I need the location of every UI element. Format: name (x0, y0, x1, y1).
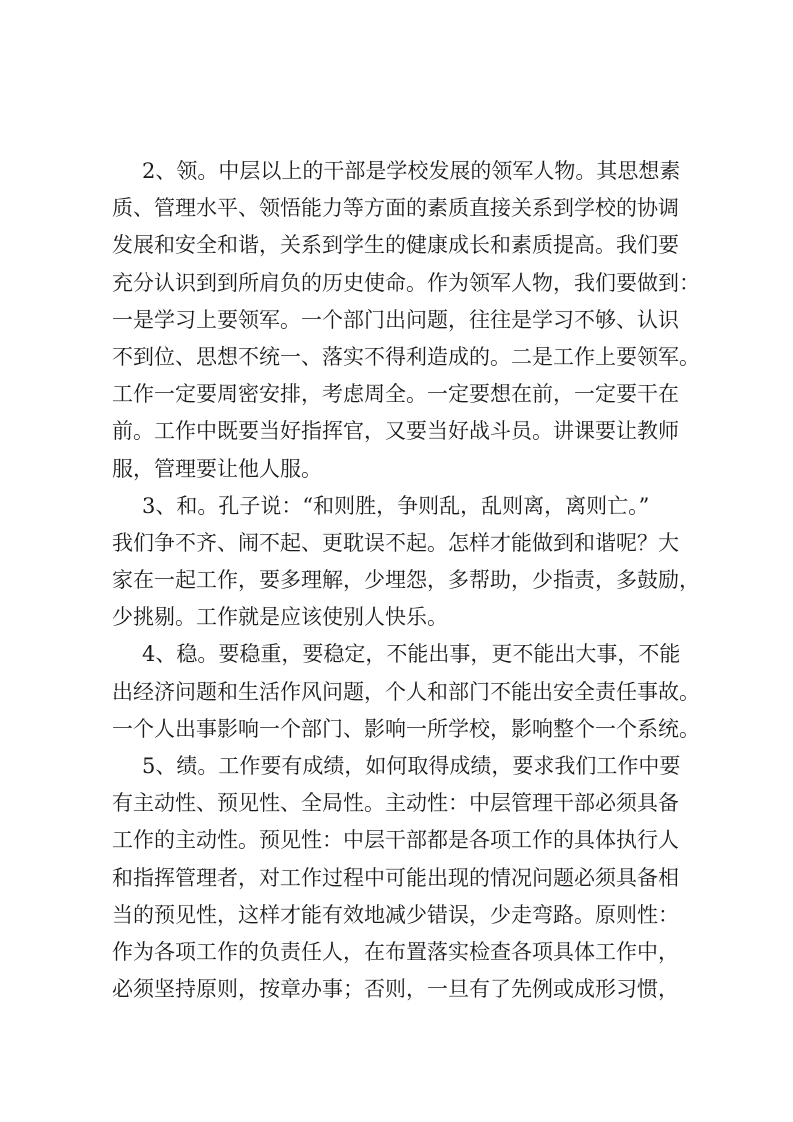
text-line: 4、稳。要稳重，要稳定，不能出事，更不能出大事，不能 (142, 642, 681, 667)
paragraph (112, 636, 700, 748)
text-line: 我们争不齐、闹不起、更耽误不起。怎样才能做到和谐呢？大 (112, 530, 679, 555)
text-line: 一是学习上要领军。一个部门出问题，往往是学习不够、认识 (112, 307, 679, 332)
text-line: 2、领。中层以上的干部是学校发展的领军人物。其思想素 (142, 159, 681, 183)
text-line: 家在一起工作，要多理解，少埋怨，多帮助，少指责，多鼓励， (112, 568, 700, 593)
text-line: 当的预见性，这样才能有效地减少错误，少走弯路。原则性： (112, 902, 679, 927)
text-line: 不到位、思想不统一、落实不得利造成的。二是工作上要领军。 (112, 344, 700, 369)
text-line: 充分认识到到所肩负的历史使命。作为领军人物，我们要做到： (112, 270, 700, 295)
paragraph (112, 488, 700, 637)
text-line: 工作的主动性。预见性：中层干部都是各项工作的具体执行人 (112, 828, 679, 853)
paragraph (112, 748, 692, 1008)
text-line: 3、和。孔子说：“和则胜，争则乱，乱则离，离则亡。” (142, 493, 650, 518)
text-line: 前。工作中既要当好指挥官，又要当好战斗员。讲课要让教师 (112, 419, 679, 444)
text-line: 一个人出事影响一个部门、影响一所学校，影响整个一个系统。 (112, 716, 700, 741)
text-line: 5、绩。工作要有成绩，如何取得成绩，要求我们工作中要 (142, 754, 681, 778)
text-line: 有主动性、预见性、全局性。主动性：中层管理干部必须具备 (112, 791, 679, 816)
document-page (112, 153, 700, 1008)
text-line: 作为各项工作的负责任人，在布置落实检查各项具体工作中， (112, 939, 679, 964)
text-line: 出经济问题和生活作风问题，个人和部门不能出安全责任事故。 (112, 679, 700, 704)
text-line: 和指挥管理者，对工作过程中可能出现的情况问题必须具备相 (112, 865, 679, 890)
text-line: 质、管理水平、领悟能力等方面的素质直接关系到学校的协调 (112, 196, 679, 221)
text-line: 工作一定要周密安排，考虑周全。一定要想在前，一定要干在 (112, 382, 679, 407)
text-line: 服，管理要让他人服。 (112, 456, 322, 481)
text-line: 少挑剔。工作就是应该使别人快乐。 (112, 605, 448, 630)
text-line: 发展和安全和谐，关系到学生的健康成长和素质提高。我们要 (112, 233, 679, 258)
text-line: 必须坚持原则，按章办事；否则，一旦有了先例或成形习惯， (112, 977, 679, 1002)
paragraph (112, 153, 700, 488)
